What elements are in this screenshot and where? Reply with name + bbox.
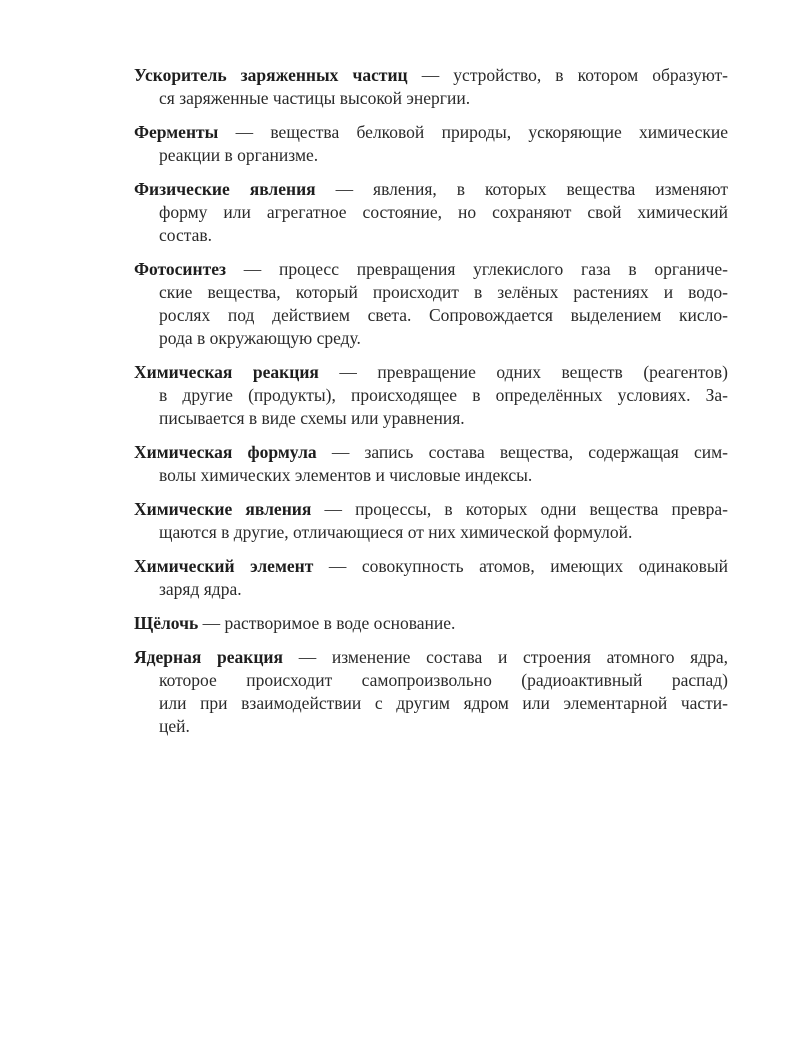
definition-text: — явления, в которых вещества изменяют — [335, 179, 728, 199]
entry-continuation-line — [134, 87, 728, 110]
entry-continuation-line — [134, 144, 728, 167]
definition-text: — запись состава вещества, содержащая сим- — [331, 442, 728, 462]
entry-continuation-line — [134, 521, 728, 544]
glossary-entry — [134, 498, 728, 544]
glossary-term: Химические явления — [134, 499, 312, 519]
definition-text: состав. — [159, 225, 212, 245]
definition-text: форму или агрегатное состояние, но сохраняют свой химический — [159, 202, 728, 222]
glossary-list — [134, 64, 728, 749]
glossary-term: Ядерная реакция — [134, 647, 283, 667]
definition-text: рослях под действием света. Сопровождается выделением кисло- — [159, 305, 728, 325]
glossary-entry — [134, 441, 728, 487]
glossary-entry — [134, 646, 728, 738]
glossary-term: Щёлочь — [134, 613, 199, 633]
definition-text: писывается в виде схемы или уравнения. — [159, 408, 465, 428]
definition-text: которое происходит самопроизвольно (радиоактивный распад) — [159, 670, 728, 690]
entry-continuation-line — [134, 692, 728, 715]
entry-continuation-line — [134, 464, 728, 487]
glossary-entry — [134, 555, 728, 601]
entry-first-line — [134, 612, 728, 635]
definition-text: волы химических элементов и числовые индексы. — [159, 465, 533, 485]
entry-first-line — [134, 498, 728, 521]
entry-continuation-line — [134, 327, 728, 350]
glossary-entry — [134, 612, 728, 635]
entry-continuation-line — [134, 715, 728, 738]
entry-continuation-line — [134, 669, 728, 692]
glossary-term: Ускоритель заряженных частиц — [134, 65, 408, 85]
entry-continuation-line — [134, 578, 728, 601]
entry-first-line — [134, 555, 728, 578]
entry-first-line — [134, 441, 728, 464]
entry-first-line — [134, 646, 728, 669]
definition-text: щаются в другие, отличающиеся от них химической формулой. — [159, 522, 633, 542]
definition-text: — процесс превращения углекислого газа в органиче- — [243, 259, 728, 279]
definition-text: заряд ядра. — [159, 579, 242, 599]
definition-text: рода в окружающую среду. — [159, 328, 361, 348]
entry-continuation-line — [134, 304, 728, 327]
definition-text: или при взаимодействии с другим ядром или элементарной части- — [159, 693, 728, 713]
entry-first-line — [134, 121, 728, 144]
glossary-entry — [134, 64, 728, 110]
definition-text: ся заряженные частицы высокой энергии. — [159, 88, 471, 108]
glossary-term: Физические явления — [134, 179, 316, 199]
entry-continuation-line — [134, 224, 728, 247]
entry-first-line — [134, 64, 728, 87]
definition-text: ские вещества, который происходит в зелёных растениях и водо- — [159, 282, 728, 302]
glossary-term: Ферменты — [134, 122, 219, 142]
definition-text: — процессы, в которых одни вещества превра- — [324, 499, 728, 519]
entry-first-line — [134, 258, 728, 281]
definition-text: — превращение одних веществ (реагентов) — [339, 362, 728, 382]
glossary-entry — [134, 258, 728, 350]
entry-first-line — [134, 178, 728, 201]
entry-first-line — [134, 361, 728, 384]
glossary-term: Химическая формула — [134, 442, 317, 462]
definition-text: — совокупность атомов, имеющих одинаковый — [328, 556, 728, 576]
definition-text: — растворимое в воде основание. — [202, 613, 456, 633]
glossary-entry — [134, 121, 728, 167]
glossary-term: Фотосинтез — [134, 259, 226, 279]
entry-continuation-line — [134, 281, 728, 304]
entry-continuation-line — [134, 384, 728, 407]
glossary-entry — [134, 361, 728, 430]
definition-text: в другие (продукты), происходящее в определённых условиях. За- — [159, 385, 728, 405]
glossary-term: Химическая реакция — [134, 362, 319, 382]
definition-text: — устройство, в котором образуют- — [421, 65, 728, 85]
glossary-entry — [134, 178, 728, 247]
entry-continuation-line — [134, 407, 728, 430]
entry-continuation-line — [134, 201, 728, 224]
glossary-term: Химический элемент — [134, 556, 314, 576]
definition-text: цей. — [159, 716, 190, 736]
definition-text: — вещества белковой природы, ускоряющие химические — [235, 122, 728, 142]
definition-text: — изменение состава и строения атомного ядра, — [298, 647, 728, 667]
definition-text: реакции в организме. — [159, 145, 319, 165]
